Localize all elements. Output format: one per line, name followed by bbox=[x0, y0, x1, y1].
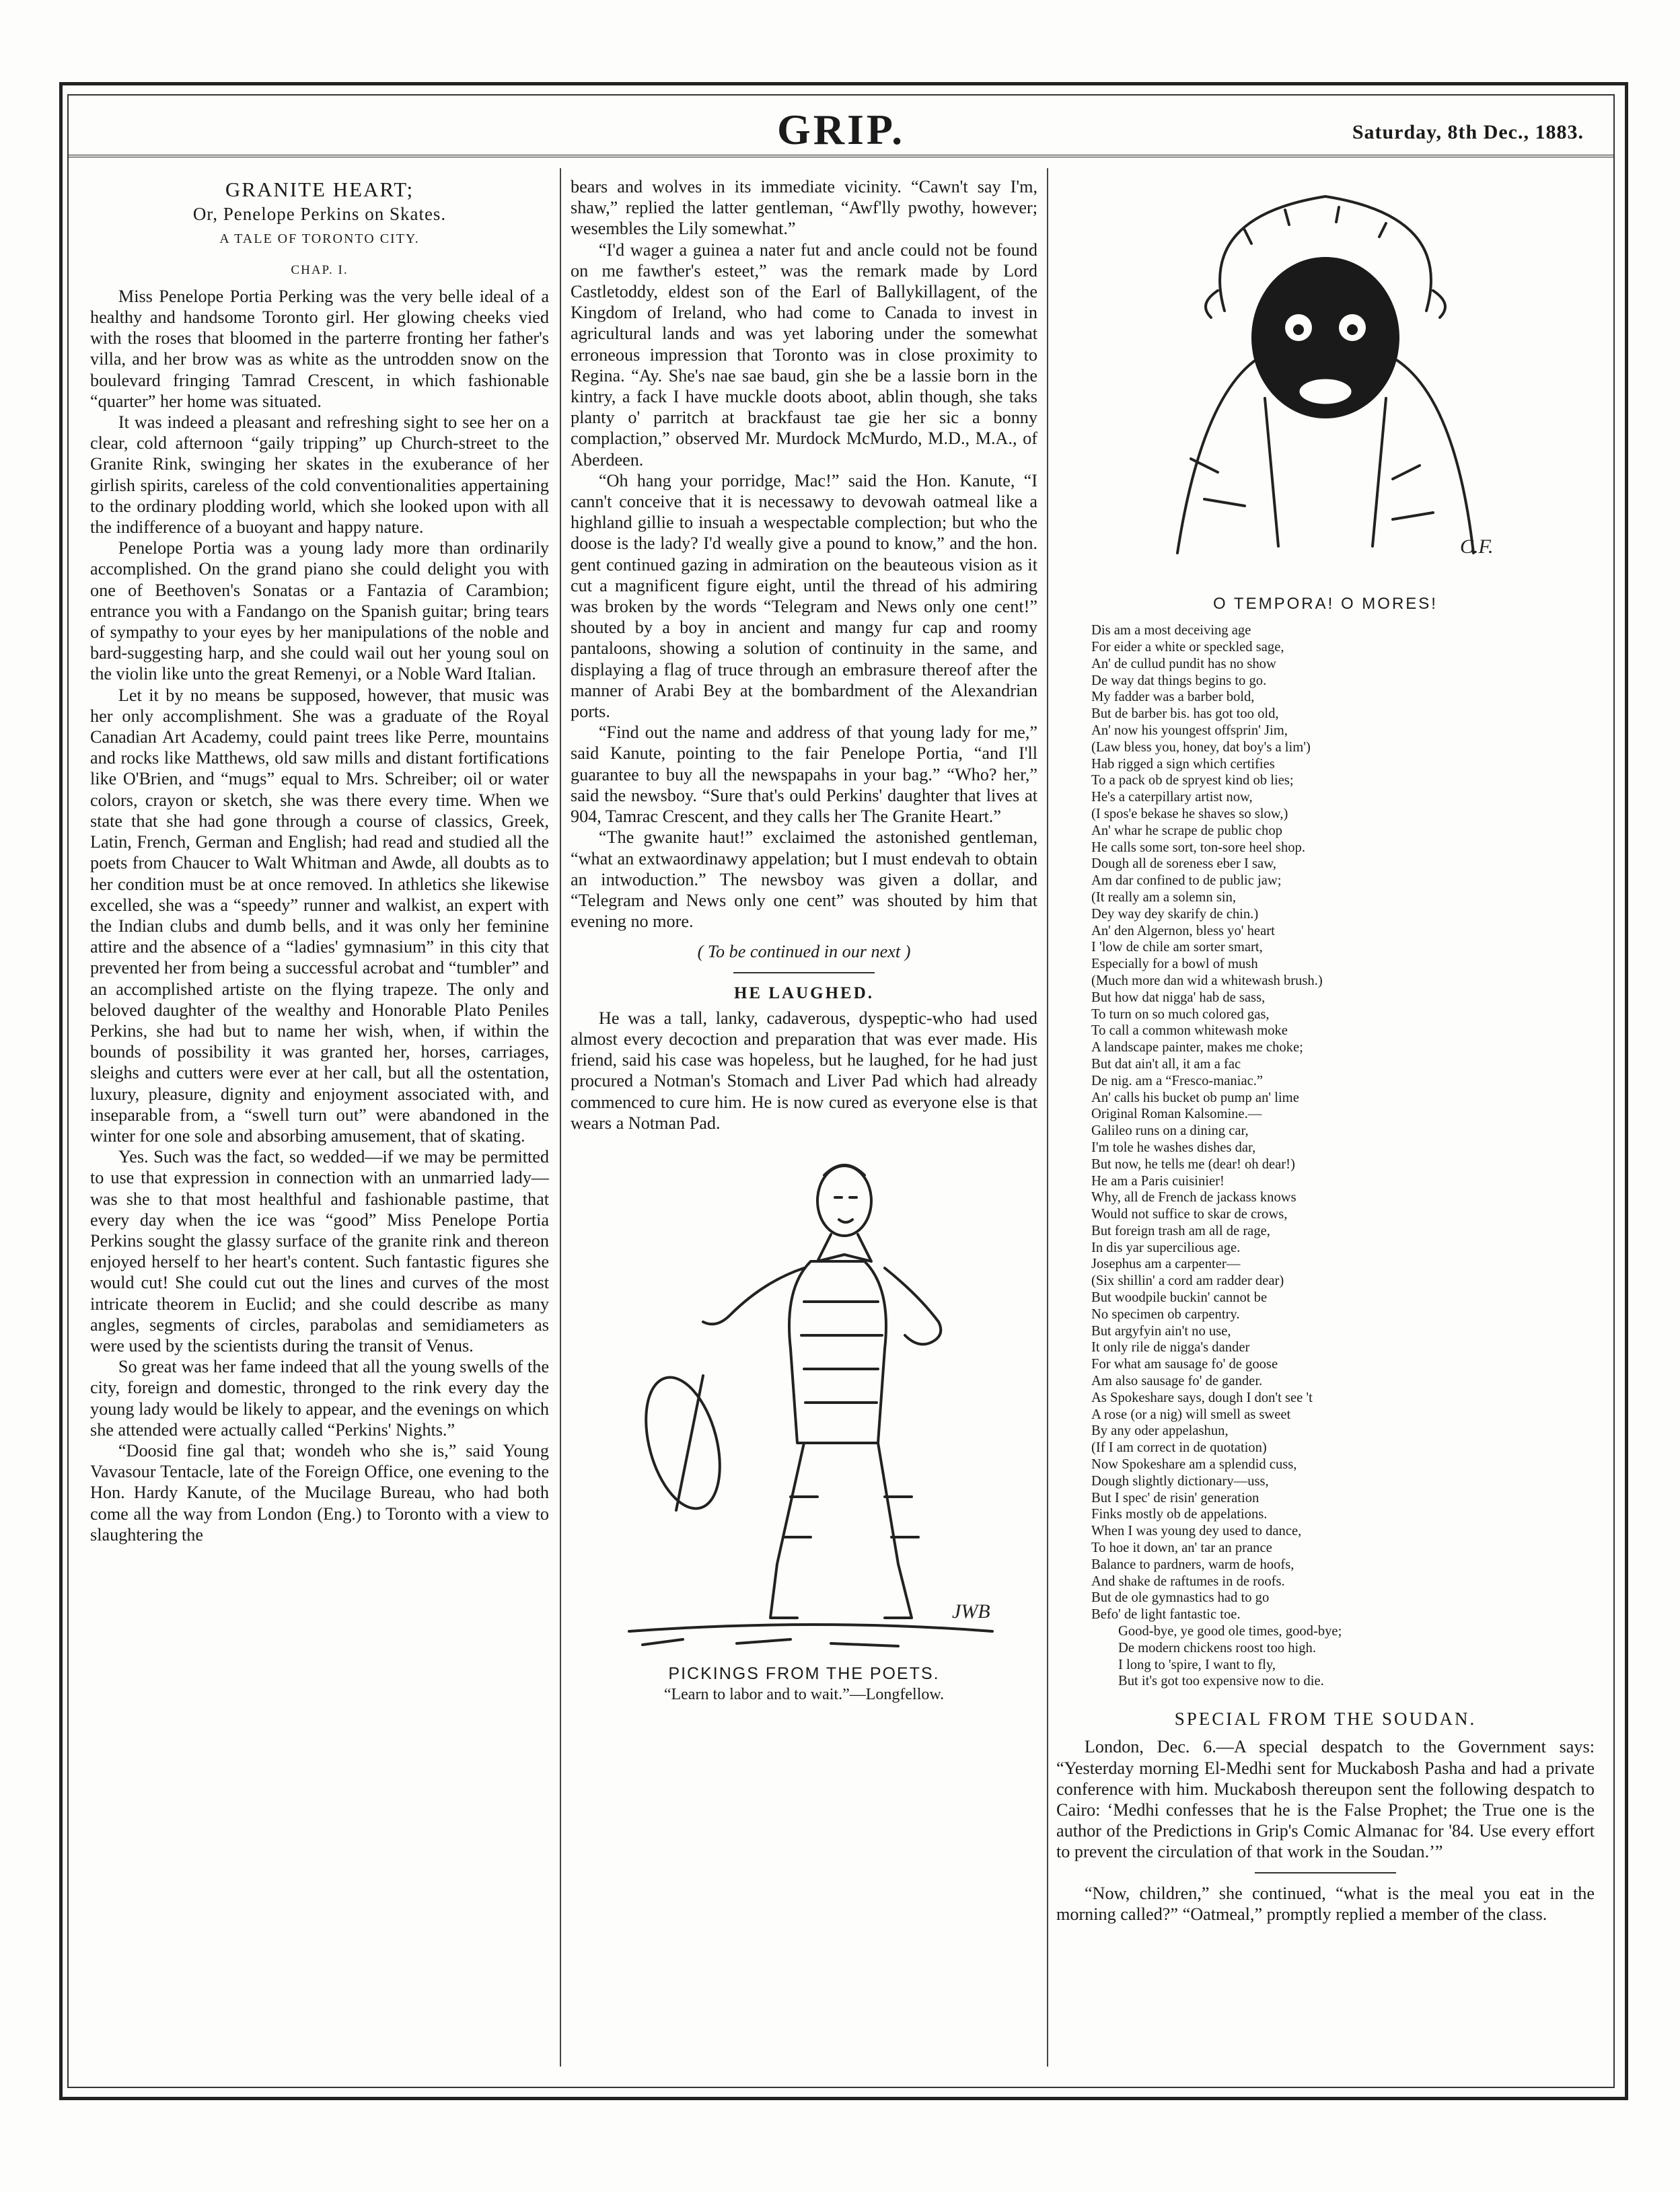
poem-line: Dough all de soreness eber I saw, bbox=[1091, 856, 1276, 872]
story-paragraph: “I'd wager a guinea a nater fut and ancle could not be found on me fawther's esteet,” was the remark made by Lord Castletoddy, eldest son of the Earl of Ballykillagent, of the Kingdom of Ireland, who had come to Canada to invest in agricultural lands and was yet laboring under the somewhat erroneous impression that Toronto was in close proximity to Regina. “Ay. She's nae sae baud, gin she be a lassie born in the kintry, a fack I have muckle doots aboot, ablin though, she taks planty o' parritch at brackfaust tae gie her sic a bonny complaction,” observed Mr. Murdock McMurdo, M.D., M.A., of Aberdeen. bbox=[571, 239, 1037, 470]
poem-line: An' de cullud pundit has no show bbox=[1091, 656, 1276, 671]
poem-line: He calls some sort, ton-sore heel shop. bbox=[1091, 840, 1305, 855]
cartoon-caption: PICKINGS FROM THE POETS. bbox=[668, 1664, 940, 1683]
poem-line: Finks mostly ob de appelations. bbox=[1091, 1507, 1268, 1522]
poem-line: For what am sausage fo' de goose bbox=[1091, 1357, 1278, 1372]
story-paragraph: “Oh hang your porridge, Mac!” said the Hon. Kanute, “I cann't conceive that it is necessawy to devowah oatmeal like a highland gillie to insuah a wespectable complection; but who the doose is the lady? I'd weally give a pound to know,” and the hon. gent continued gazing in admiration on the beauteous vision as it cut a magnificent figure eight, until the thread of his admiring was broken by the words “Telegram and News only one cent!” shouted by a boy in ancient and mangy fur cap and roomy pantaloons, showing a solution of continuity in the same, and displaying a flag of truce through an embrasure thereof after the manner of Arabi Bey at the bombardment of the Alexandrian ports. bbox=[571, 470, 1037, 722]
poem-line: An' den Algernon, bless yo' heart bbox=[1091, 923, 1275, 938]
poem-line: A landscape painter, makes me choke; bbox=[1091, 1040, 1303, 1055]
poem-line: But de barber bis. has got too old, bbox=[1091, 706, 1279, 722]
story-paragraph: Yes. Such was the fact, so wedded—if we may be permitted to use that expression in connection with an unmarried lady—was she to that most healthful and fashionable pastime, that every day when the ice was “good” Miss Penelope Portia Perkins sought the glassy surface of the granite rink and thereon enjoyed herself to her heart's content. Such fantastic figures she would cut! She could cut out the lines and curves of the most intricate theorem in Euclid; and she could describe as many angles, segments of circles, parabolas and semidiameters as were used by the scientists during the transit of Venus. bbox=[90, 1147, 549, 1356]
column-left bbox=[90, 176, 549, 1545]
story-paragraph: “Doosid fine gal that; wondeh who she is,” said Young Vavasour Tentacle, late of the Foreign Office, one evening to the Hon. Hardy Kanute, of the Mucilage Bureau, who had both come all the way from London (Eng.) to Toronto with a view to slaughtering the bbox=[90, 1440, 549, 1545]
story-tagline: A TALE OF TORONTO CITY. bbox=[219, 231, 420, 247]
chapter-heading: CHAP. I. bbox=[291, 262, 349, 277]
poem-line: But foreign trash am all de rage, bbox=[1091, 1223, 1270, 1238]
story-paragraph: bears and wolves in its immediate vicinity. “Cawn't say I'm, shaw,” replied the latter gentleman, “Awf'lly pwothy, however; wesembles the Lily somewhat.” bbox=[571, 177, 1037, 239]
poem-line: (Much more dan wid a whitewash brush.) bbox=[1091, 973, 1323, 988]
poem-body bbox=[1056, 622, 1595, 1690]
poem-line: (Law bless you, honey, dat boy's a lim') bbox=[1091, 739, 1311, 755]
poem-line: It only rile de nigga's dander bbox=[1091, 1340, 1250, 1356]
portrait-signature: C.F. bbox=[1460, 535, 1494, 558]
section-divider bbox=[1255, 1872, 1396, 1873]
poem-title: O TEMPORA! O MORES! bbox=[1213, 595, 1438, 613]
poem-line: My fadder was a barber bold, bbox=[1091, 690, 1255, 705]
poem-line: But now, he tells me (dear! oh dear!) bbox=[1091, 1156, 1295, 1172]
masthead bbox=[69, 96, 1613, 157]
poem-line: An' calls his bucket ob pump an' lime bbox=[1091, 1090, 1299, 1105]
poem-line: I long to 'spire, I want to fly, bbox=[1118, 1657, 1276, 1672]
laughed-paragraph: He was a tall, lanky, cadaverous, dyspeptic-who had used almost every decoction and preparation that was ever made. His friend, said his case was hopeless, but he laughed, for he had just procured a Notman's Stomach and Liver Pad which had already commenced to cure him. He is now cured as everyone else is that wears a Notman Pad. bbox=[571, 1008, 1037, 1133]
issue-date: Saturday, 8th Dec., 1883. bbox=[1352, 121, 1584, 143]
poem-line: Dough slightly dictionary—uss, bbox=[1091, 1473, 1269, 1489]
poem-line: Now Spokeshare am a splendid cuss, bbox=[1091, 1457, 1297, 1473]
story-paragraph: Penelope Portia was a young lady more than ordinarily accomplished. On the grand piano she could delight you with one of Beethoven's Sonatas or a Fantazia of Carambion; entrance you with a Fandango on the Spanish guitar; bring tears of sympathy to your eyes by her manipulations of the noble and bard-suggesting harp, and she could wail out her young soul on the violin like unto the great Remenyi, or a Noble Ward Italian. bbox=[90, 538, 549, 684]
column-middle bbox=[571, 176, 1037, 1705]
story-paragraph: Miss Penelope Portia Perking was the very belle ideal of a healthy and handsome Toronto girl. Her glowing cheeks vied with the roses that bloomed in the parterre fronting her father's villa, and her brow was as white as the untrodden snow on the boulevard fringing Tamrad Crescent, in which fashionable “quarter” her home was situated. bbox=[90, 286, 549, 411]
poem-line: Befo' de light fantastic toe. bbox=[1091, 1607, 1241, 1623]
poem-line: But woodpile buckin' cannot be bbox=[1091, 1290, 1268, 1306]
story-subtitle: Or, Penelope Perkins on Skates. bbox=[192, 204, 447, 225]
poem-line: De modern chickens roost too high. bbox=[1118, 1640, 1316, 1656]
poem-line: De nig. am a “Fresco-maniac.” bbox=[1091, 1073, 1264, 1088]
poem-line: By any oder appelashun, bbox=[1091, 1423, 1229, 1439]
poem-line: As Spokeshare says, dough I don't see 't bbox=[1091, 1390, 1313, 1405]
poem-line: I'm tole he washes dishes dar, bbox=[1091, 1140, 1256, 1155]
poem-line: Dis am a most deceiving age bbox=[1091, 623, 1251, 638]
poem-line: No specimen ob carpentry. bbox=[1091, 1306, 1240, 1322]
poem-line: I 'low de chile am sorter smart, bbox=[1091, 940, 1263, 955]
poem-line: (It really am a solemn sin, bbox=[1091, 889, 1237, 905]
column-divider-2 bbox=[1047, 168, 1048, 2067]
story-paragraph: Let it by no means be supposed, however, that music was her only accomplishment. She was a graduate of the Royal Canadian Art Academy, could paint trees like Perre, mountains and rocks like Matthews, old saw mills and distant fortifications like O'Brien, and “mugs” equal to Mrs. Schreiber; oil or water colors, crayon or sketch, she was there every time. When we state that she had gone through a course of classics, Greek, Latin, French, German and English; had read and studied all the poets from Chaucer to Walt Whitman and Awde, all doubts as to her condition must be at once removed. In athletics she likewise excelled, she was a “speedy” runner and walkist, an expert with the Indian clubs and dumb bells, and it was only her feminine attire and the absence of a “ladies' gymnasium” in this city that prevented her from being a successful acrobat and “tumbler” and an accomplished artiste on the flying trapeze. The only and beloved daughter of the wealthy and Honorable Plato Peniles Perkins, she had but to name her wish, when, if within the bounds of possibility it was granted her, horses, carriages, sleighs and cutters were ever at her call, but all the ostentation, luxury, pleasure, dignity and enjoyment associated with, and inseparable from, a “swell turn out” were abandoned in the winter for one sole and absorbing amusement, that of skating. bbox=[90, 685, 549, 1146]
poem-line: De way dat things begins to go. bbox=[1091, 673, 1267, 688]
section-divider bbox=[733, 972, 875, 973]
poem-line: An' now his youngest offsprin' Jim, bbox=[1091, 722, 1288, 738]
story-paragraph: So great was her fame indeed that all the young swells of the city, foreign and domestic, thronged to the rink every day the young lady would be likely to appear, and the evenings on which she attended were actually called “Perkins' Nights.” bbox=[90, 1357, 549, 1440]
poem-line: Especially for a bowl of mush bbox=[1091, 957, 1258, 972]
poem-line: A rose (or a nig) will smell as sweet bbox=[1091, 1407, 1291, 1422]
cartoon-quote: “Learn to labor and to wait.”—Longfellow. bbox=[663, 1686, 945, 1704]
poem-line: When I was young dey used to dance, bbox=[1091, 1524, 1302, 1539]
poem-line: But it's got too expensive now to die. bbox=[1118, 1674, 1324, 1689]
continued-note: ( To be continued in our next ) bbox=[697, 942, 911, 962]
poem-line: He am a Paris cuisinier! bbox=[1091, 1173, 1225, 1189]
story-paragraph: “Find out the name and address of that young lady for me,” said Kanute, pointing to the fair Penelope Portia, “and I'll guarantee to buy all the newspapahs in your bag.” “Who? her,” said the newsboy. “Sure that's ould Perkins' daughter that lives at 904, Tamrac Crescent, and they calls her The Granite Heart.” bbox=[571, 722, 1037, 827]
poem-line: For eider a white or speckled sage, bbox=[1091, 640, 1284, 655]
poem-line: Galileo runs on a dining car, bbox=[1091, 1123, 1249, 1139]
poem-line: To hoe it down, an' tar an prance bbox=[1091, 1540, 1272, 1556]
poem-line: Original Roman Kalsomine.— bbox=[1091, 1107, 1262, 1122]
poem-line: Balance to pardners, warm de hoofs, bbox=[1091, 1557, 1294, 1572]
poem-line: Hab rigged a sign which certifies bbox=[1091, 756, 1275, 772]
column-right bbox=[1056, 176, 1595, 1925]
poem-line: (I spos'e bekase he shaves so slow,) bbox=[1091, 806, 1288, 821]
story-title: GRANITE HEART; bbox=[225, 178, 414, 201]
cartoon-illustration bbox=[602, 1134, 1006, 1658]
poem-line: (Six shillin' a cord am radder dear) bbox=[1091, 1273, 1284, 1289]
poem-line: An' whar he scrape de public chop bbox=[1091, 823, 1282, 838]
soudan-paragraph: London, Dec. 6.—A special despatch to the Government says: “Yesterday morning El-Medhi sent for Muckabosh Pasha and had a private conference with him. Muckabosh thereupon sent the following despatch to Cairo: ‘Medhi confesses that he is the False Prophet; the True one is the author of the Predictions in Grip's Comic Almanac for '84. Use every effort to prevent the circulation of that work in the Soudan.’” bbox=[1056, 1737, 1595, 1862]
poem-line: But how dat nigga' hab de sass, bbox=[1091, 990, 1266, 1005]
cartoon-signature: JWB bbox=[952, 1600, 990, 1623]
portrait-illustration bbox=[1137, 176, 1514, 593]
poem-line: (If I am correct in de quotation) bbox=[1091, 1440, 1267, 1456]
poem-line: To a pack ob de spryest kind ob lies; bbox=[1091, 773, 1294, 788]
soudan-title: SPECIAL FROM THE SOUDAN. bbox=[1174, 1709, 1477, 1730]
newspaper-title: GRIP. bbox=[776, 106, 906, 153]
poem-line: Dey way dey skarify de chin.) bbox=[1091, 906, 1259, 922]
poem-line: Am dar confined to de public jaw; bbox=[1091, 873, 1282, 889]
poem-line: But I spec' de risin' generation bbox=[1091, 1490, 1259, 1506]
poem-line: To call a common whitewash moke bbox=[1091, 1023, 1288, 1039]
poem-line: But dat ain't all, it am a fac bbox=[1091, 1056, 1241, 1072]
laughed-title: HE LAUGHED. bbox=[733, 983, 875, 1002]
poem-line: In dis yar supercilious age. bbox=[1091, 1240, 1241, 1255]
children-paragraph: “Now, children,” she continued, “what is the meal you eat in the morning called?” “Oatmeal,” promptly replied a member of the class. bbox=[1056, 1883, 1595, 1924]
poem-line: He's a caterpillary artist now, bbox=[1091, 790, 1253, 805]
poem-line: Am also sausage fo' de gander. bbox=[1091, 1374, 1263, 1389]
story-paragraph: It was indeed a pleasant and refreshing sight to see her on a clear, cold afternoon “gaily tripping” up Church-street to the Granite Rink, swinging her skates in the exuberance of her girlish spirits, careless of the cold conventionalities appertaining to the ordinary plodding world, which she looked upon with all the indifference of a buoyant and happy nature. bbox=[90, 412, 549, 537]
poem-line: And shake de raftumes in de roofs. bbox=[1091, 1573, 1285, 1589]
poem-line: To turn on so much colored gas, bbox=[1091, 1006, 1270, 1022]
poem-line: Why, all de French de jackass knows bbox=[1091, 1190, 1296, 1205]
column-divider-1 bbox=[560, 168, 561, 2067]
story-paragraph: “The gwanite haut!” exclaimed the astonished gentleman, “what an extwaordinawy appelation; but I must endevah to obtain an intwoduction.” The newsboy was given a dollar, and “Telegram and News only one cent” was shouted by him that evening no more. bbox=[571, 827, 1037, 932]
poem-line: Josephus am a carpenter— bbox=[1091, 1257, 1241, 1272]
poem-line: But de ole gymnastics had to go bbox=[1091, 1590, 1270, 1606]
poem-line: Good-bye, ye good ole times, good-bye; bbox=[1118, 1624, 1342, 1639]
poem-line: Would not suffice to skar de crows, bbox=[1091, 1207, 1288, 1222]
poem-line: But argyfyin ain't no use, bbox=[1091, 1323, 1231, 1339]
